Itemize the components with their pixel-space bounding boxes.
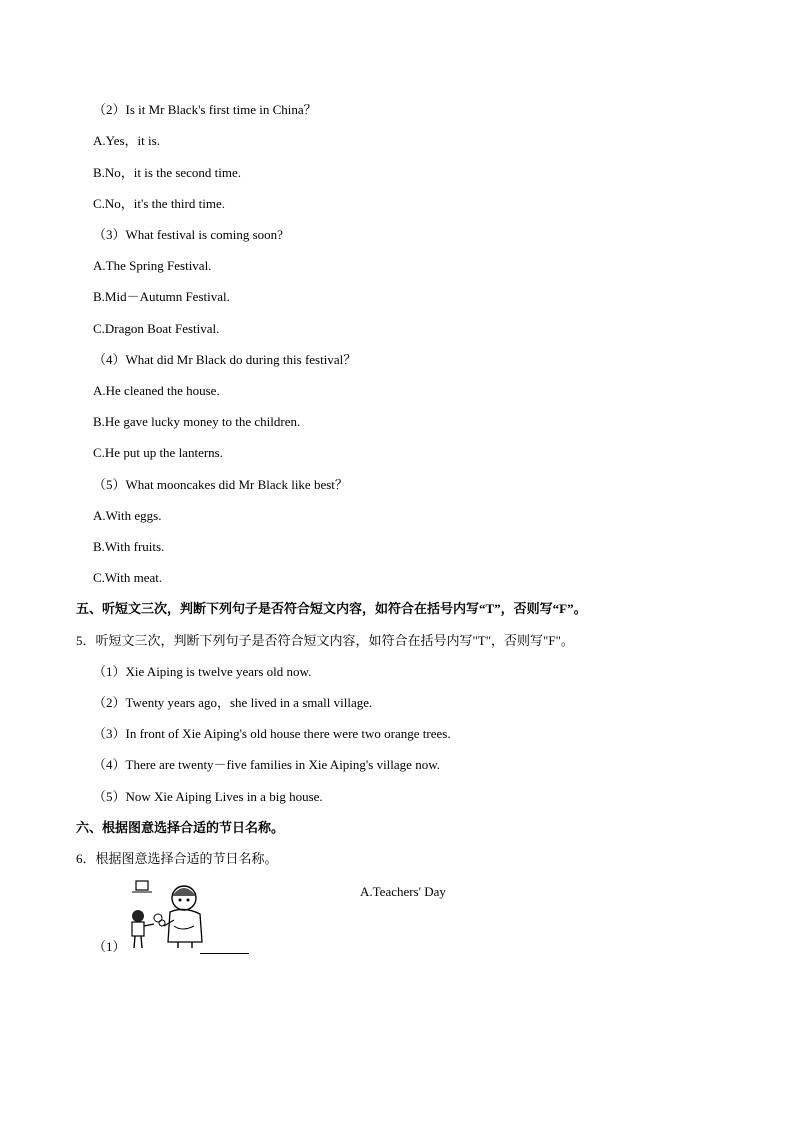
- question-4: （4）What did Mr Black do during this festival？: [93, 352, 357, 367]
- section-5-prompt: 5．听短文三次，判断下列句子是否符合短文内容，如符合在括号内写"T"，否则写"F"。: [76, 633, 574, 648]
- section-5-heading: 五、听短文三次，判断下列句子是否符合短文内容，如符合在括号内写“T”，否则写“F”。: [76, 601, 587, 616]
- statement-5: （5）Now Xie Aiping Lives in a big house.: [93, 789, 323, 804]
- question-2: （2）Is it Mr Black's first time in China？: [93, 102, 317, 117]
- option-3c: C.Dragon Boat Festival.: [93, 321, 220, 336]
- statement-4: （4）There are twenty－five families in Xie Aiping's village now.: [93, 757, 440, 772]
- option-2b: B.No，it is the second time.: [93, 165, 242, 180]
- teacher-student-illustration: [122, 876, 208, 950]
- section-6-heading: 六、根据图意选择合适的节日名称。: [76, 820, 285, 835]
- answer-blank-1[interactable]: [200, 953, 249, 954]
- option-2a: A.Yes，it is.: [93, 133, 160, 148]
- option-5c: C.With meat.: [93, 570, 163, 585]
- option-4b: B.He gave lucky money to the children.: [93, 414, 301, 429]
- option-a-teachers-day: A.Teachers' Day: [360, 884, 446, 899]
- item-1-label: （1）: [93, 939, 126, 954]
- option-4c: C.He put up the lanterns.: [93, 445, 223, 460]
- option-2c: C.No，it's the third time.: [93, 196, 225, 211]
- statement-3: （3）In front of Xie Aiping's old house there were two orange trees.: [93, 726, 451, 741]
- section-6-prompt: 6．根据图意选择合适的节日名称。: [76, 851, 278, 866]
- statement-1: （1）Xie Aiping is twelve years old now.: [93, 664, 312, 679]
- question-5: （5）What mooncakes did Mr Black like best？: [93, 477, 348, 492]
- option-4a: A.He cleaned the house.: [93, 383, 220, 398]
- statement-2: （2）Twenty years ago，she lived in a small village.: [93, 695, 373, 710]
- option-3b: B.Mid－Autumn Festival.: [93, 289, 230, 304]
- question-3: （3）What festival is coming soon?: [93, 227, 283, 242]
- option-5a: A.With eggs.: [93, 508, 162, 523]
- option-3a: A.The Spring Festival.: [93, 258, 212, 273]
- option-5b: B.With fruits.: [93, 539, 165, 554]
